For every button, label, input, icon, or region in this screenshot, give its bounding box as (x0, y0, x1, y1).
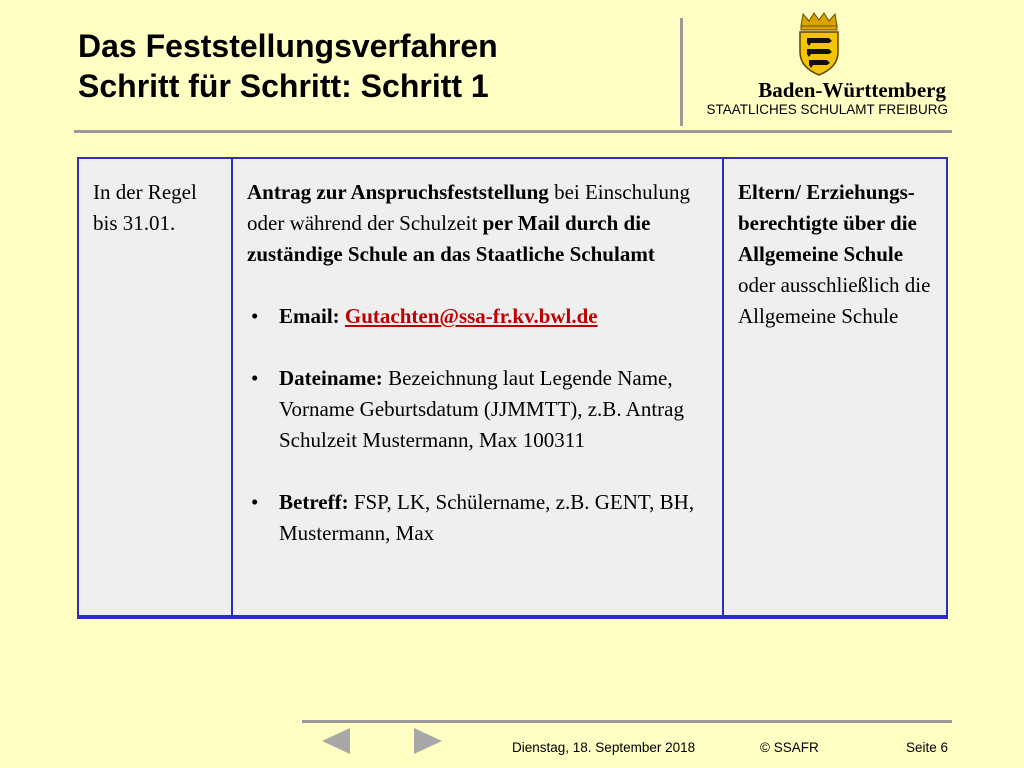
responsible-bold: Eltern/ Erziehungs-berechtigte über die Allgemeine Schule (738, 180, 917, 266)
page-title (78, 26, 638, 106)
logo-name: Baden-Württemberg (758, 78, 946, 102)
list-item-subject (247, 487, 712, 549)
header-horizontal-divider (74, 130, 952, 133)
bullet-icon: • (251, 490, 259, 514)
logo-subtitle: STAATLICHES SCHULAMT FREIBURG (706, 102, 948, 117)
intro-bold: Antrag zur Anspruchsfeststellung (247, 180, 549, 204)
title-line-1: Das Feststellungsverfahren (78, 28, 498, 64)
responsible-cell (723, 158, 947, 617)
description-cell (232, 158, 723, 617)
email-link[interactable]: Gutachten@ssa-fr.kv.bwl.de (344, 304, 598, 328)
list-item-email (247, 301, 712, 332)
description-intro (247, 177, 712, 270)
email-label: Email: (279, 304, 345, 328)
intro-bold-2: per Mail durch die zuständige Schule an das Staatliche Schulamt (247, 211, 655, 266)
arrow-left-icon[interactable] (322, 728, 350, 754)
procedure-table (77, 157, 948, 619)
coat-of-arms-icon (795, 12, 843, 76)
list-item-filename (247, 363, 712, 456)
header-vertical-divider (680, 18, 683, 126)
subject-label: Betreff: (279, 490, 349, 514)
responsible-plain: oder ausschließlich die Allgemeine Schule (738, 273, 931, 328)
table-row (78, 158, 947, 617)
footer-divider (302, 720, 952, 723)
intro-plain: bei Einschulung oder während der Schulzeit (247, 180, 690, 235)
footer-page-number: Seite 6 (906, 740, 949, 755)
filename-label: Dateiname: (279, 366, 383, 390)
footer-copyright: © SSAFR (760, 740, 819, 755)
footer-date: Dienstag, 18. September 2018 (512, 740, 696, 755)
filename-text: Bezeichnung laut Legende Name, Vorname Geburtsdatum (JJMMTT), z.B. Antrag Schulzeit Mustermann, Max 100311 (279, 366, 684, 452)
title-line-2: Schritt für Schritt: Schritt 1 (78, 68, 489, 104)
deadline-text: In der Regel bis 31.01. (93, 180, 197, 235)
bullet-icon: • (251, 304, 259, 328)
subject-text: FSP, LK, Schülername, z.B. GENT, BH, Mustermann, Max (279, 490, 695, 545)
arrow-right-icon[interactable] (414, 728, 442, 754)
bullet-list (247, 301, 712, 549)
bullet-icon: • (251, 366, 259, 390)
deadline-cell (78, 158, 232, 617)
